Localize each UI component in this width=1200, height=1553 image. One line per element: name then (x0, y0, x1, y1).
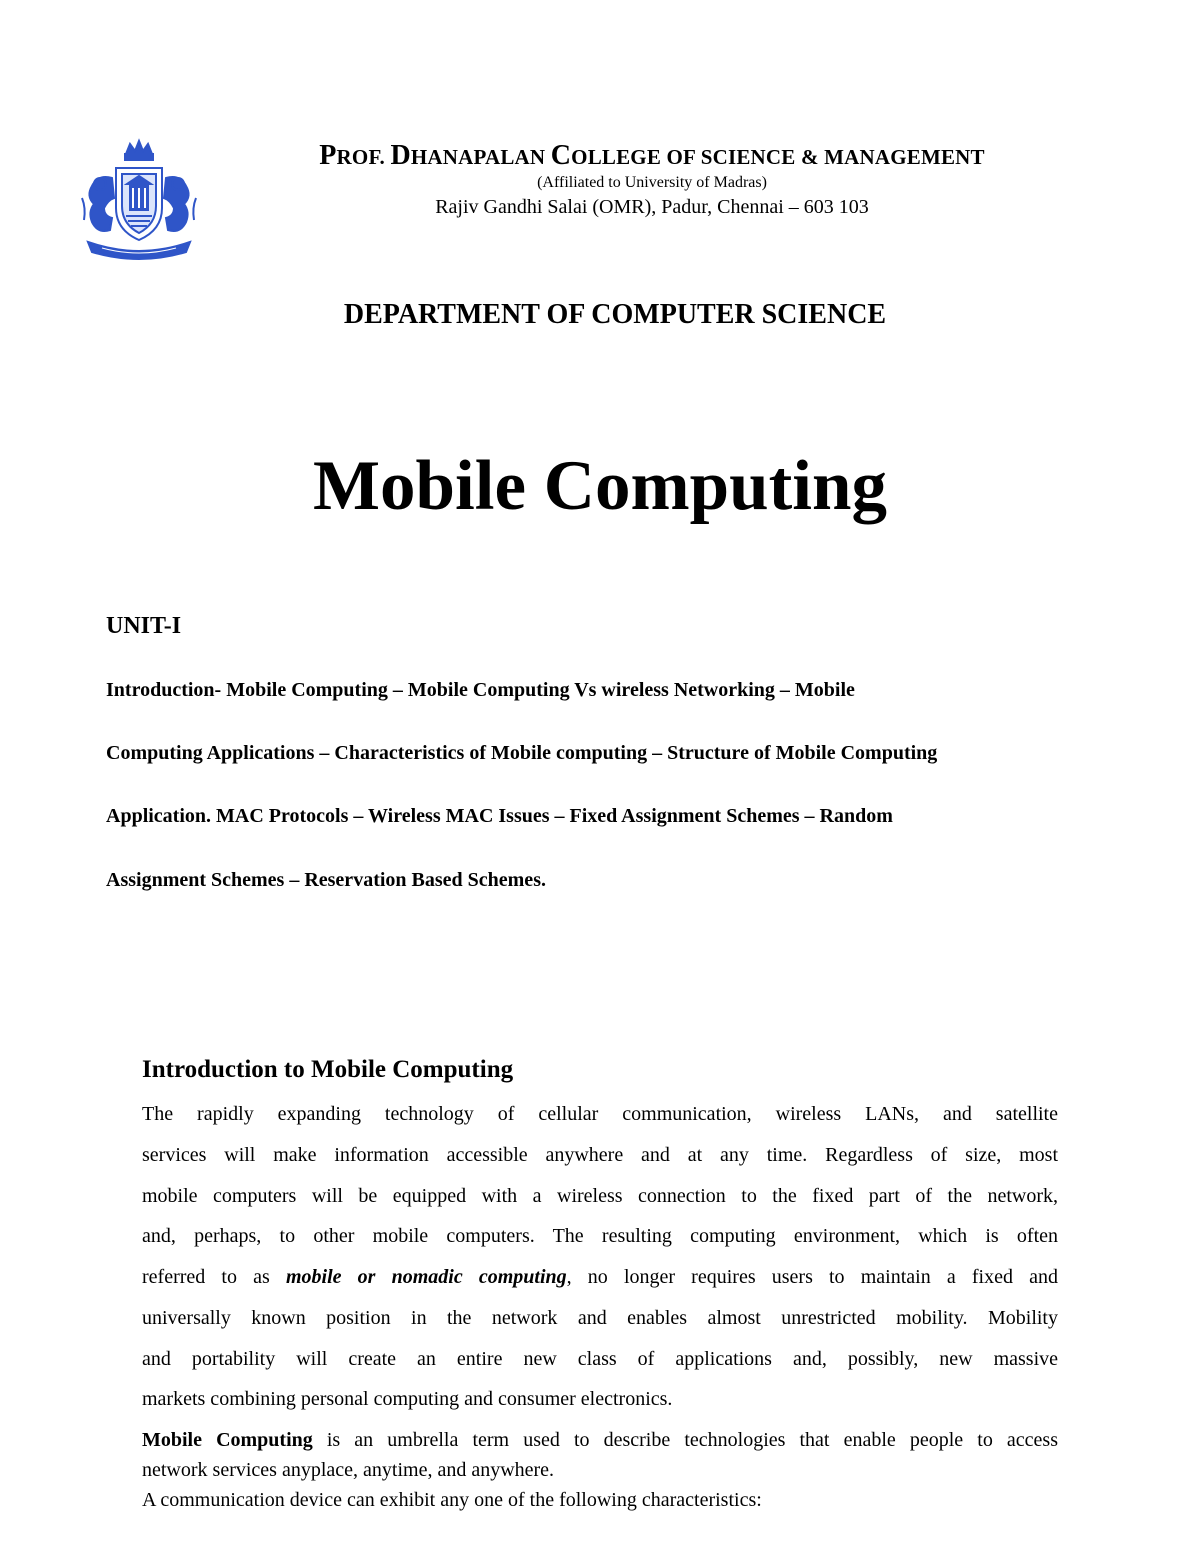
paragraph-line: A communication device can exhibit any one of the following characteristics: (142, 1489, 762, 1511)
paragraph-line (142, 1264, 1058, 1290)
paragraph-line: network services anyplace, anytime, and anywhere. (142, 1459, 555, 1481)
paragraph-line: markets combining personal computing and consumer electronics. (142, 1388, 673, 1410)
college-name: PROF. DHANAPALAN COLLEGE OF SCIENCE & MANAGEMENT (319, 140, 985, 171)
section-heading: Introduction to Mobile Computing (142, 1056, 514, 1083)
paragraph-text: is an umbrella term used to describe technologies that enable people to access (312, 1429, 1058, 1451)
unit-topics-line: Introduction- Mobile Computing – Mobile Computing Vs wireless Networking – Mobile (106, 679, 855, 701)
emphasis-term: mobile or nomadic computing (285, 1266, 567, 1288)
affiliation-text: (Affiliated to University of Madras) (537, 174, 767, 191)
paragraph-line: and portability will create an entire new class of applications and, possibly, new massive (142, 1348, 1058, 1370)
paragraph-text: , no longer requires users to maintain a fixed and (566, 1266, 1058, 1288)
paragraph-line: The rapidly expanding technology of cellular communication, wireless LANs, and satellite (142, 1103, 1058, 1125)
unit-topics-line: Application. MAC Protocols – Wireless MAC Issues – Fixed Assignment Schemes – Random (106, 805, 893, 827)
department-heading: DEPARTMENT OF COMPUTER SCIENCE (343, 299, 887, 330)
college-header (222, 140, 1082, 220)
bold-term: Mobile Computing (142, 1429, 313, 1451)
college-address: Rajiv Gandhi Salai (OMR), Padur, Chennai – 603 103 (435, 196, 869, 218)
paragraph-line: mobile computers will be equipped with a wireless connection to the fixed part of the network, (142, 1185, 1058, 1207)
paragraph-line: and, perhaps, to other mobile computers. The resulting computing environment, which is often (142, 1225, 1058, 1247)
paragraph-line (142, 1427, 1058, 1453)
unit-topics-line: Computing Applications – Characteristics of Mobile computing – Structure of Mobile Computing (106, 742, 938, 764)
college-crest-icon (78, 138, 200, 262)
document-title: Mobile Computing (313, 447, 887, 525)
unit-topics-line: Assignment Schemes – Reservation Based Schemes. (106, 869, 546, 891)
paragraph-line: universally known position in the network and enables almost unrestricted mobility. Mobility (142, 1307, 1058, 1329)
unit-heading: UNIT-I (106, 613, 182, 639)
paragraph-text: referred to as (142, 1266, 286, 1288)
paragraph-line: services will make information accessible anywhere and at any time. Regardless of size, most (142, 1144, 1058, 1166)
